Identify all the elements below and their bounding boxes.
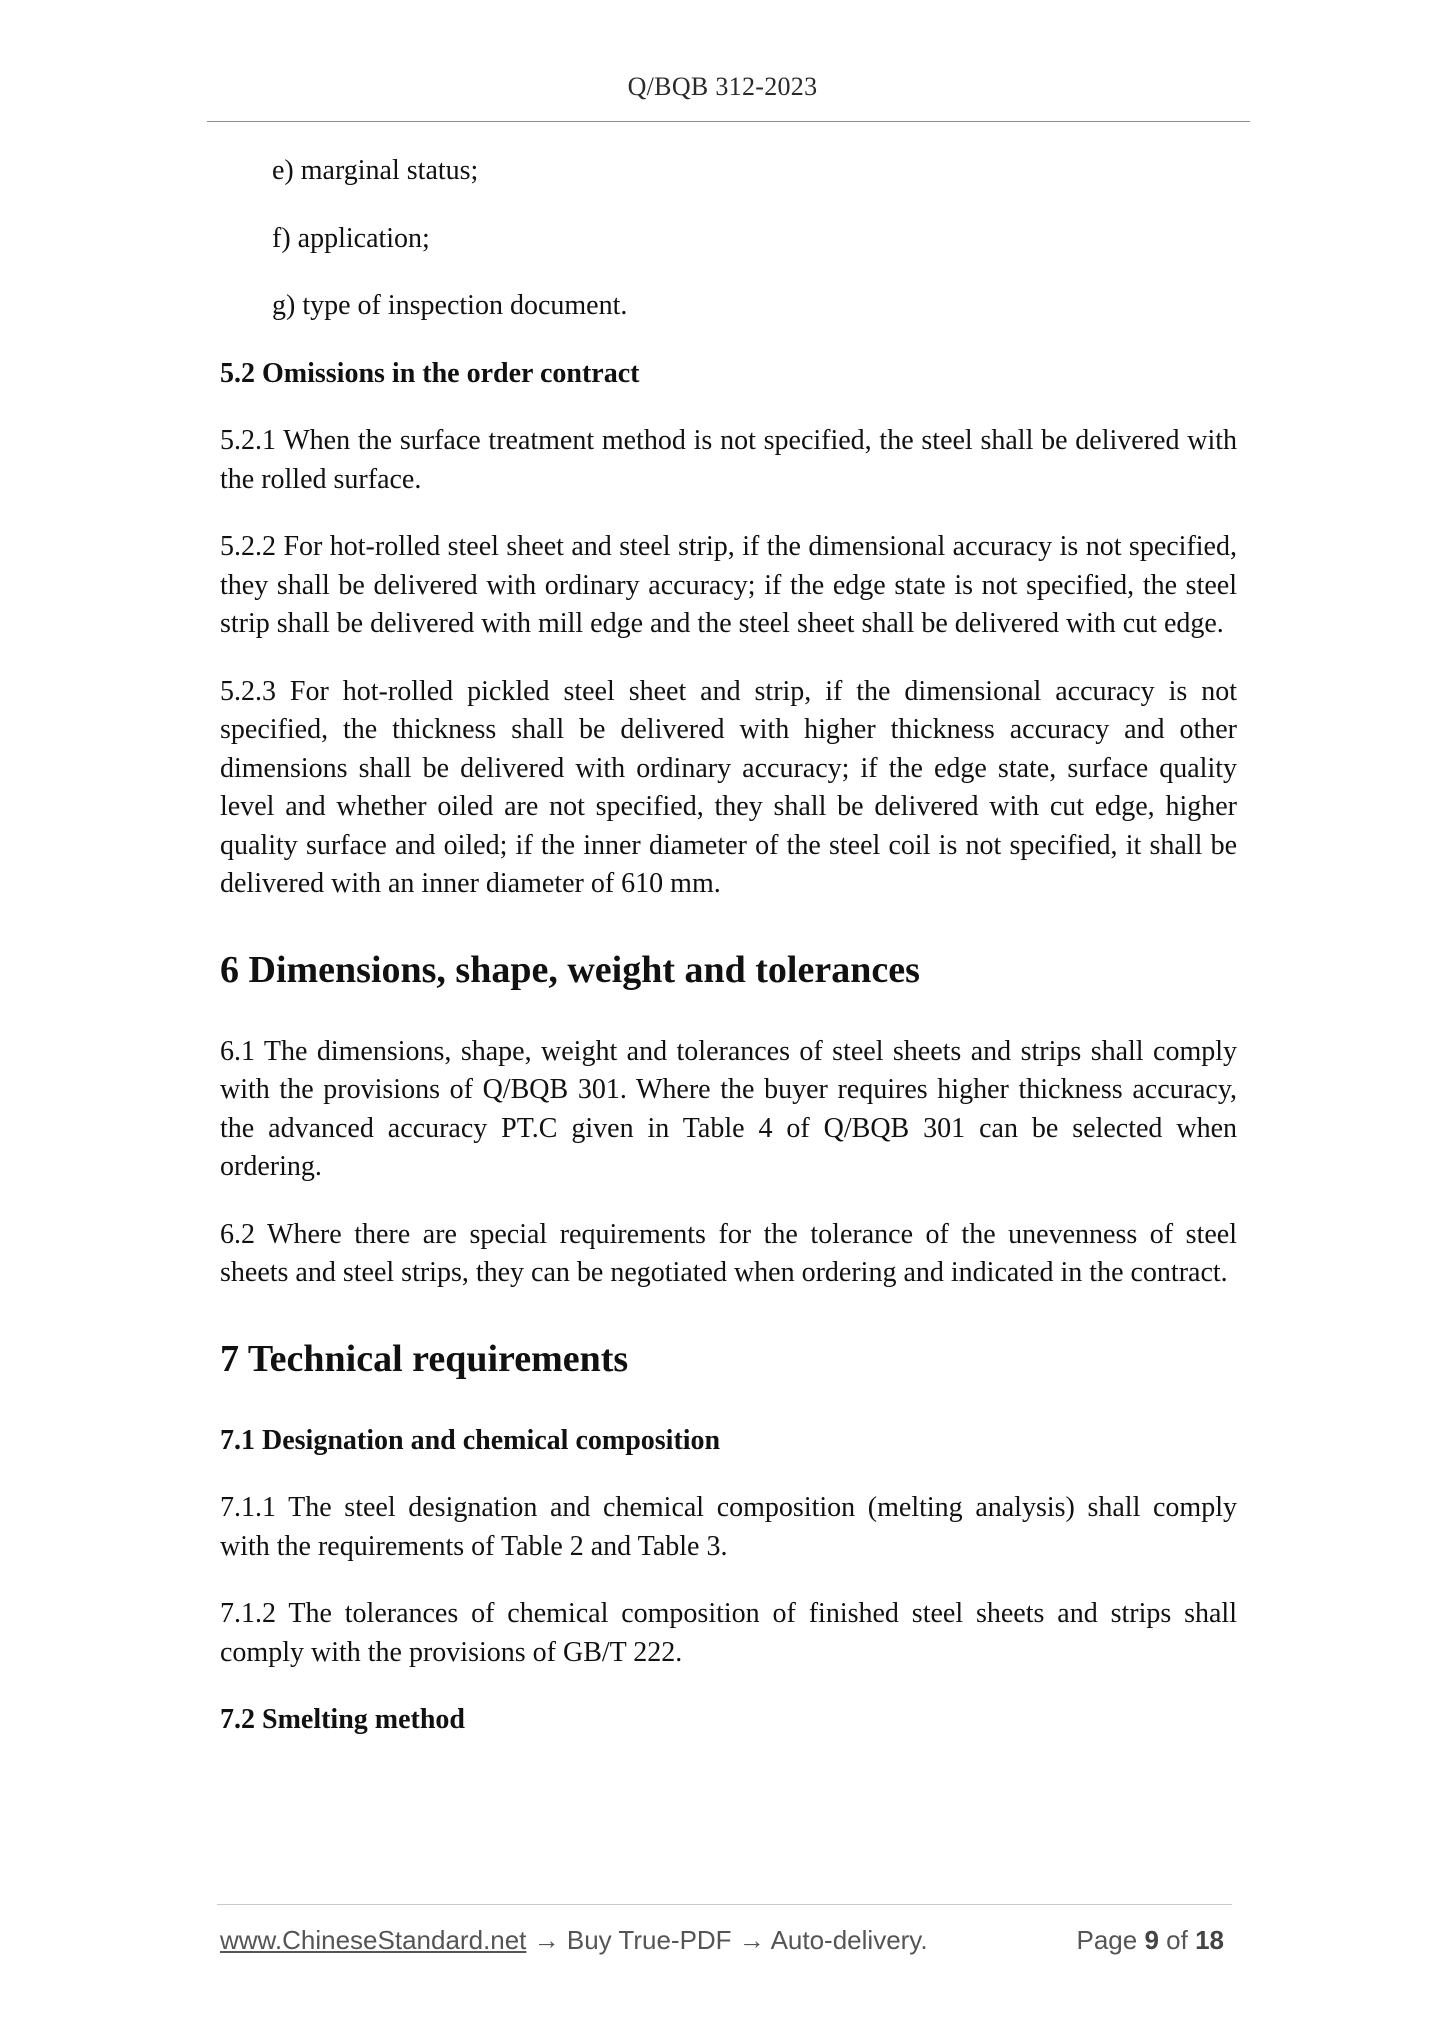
page-current: 9 [1144, 1925, 1159, 1955]
site-link[interactable]: www.ChineseStandard.net [220, 1925, 527, 1955]
page-body [220, 152, 1237, 1769]
of-word: of [1166, 1925, 1188, 1955]
footer-tagline: → Buy True-PDF → Auto-delivery. [526, 1925, 928, 1955]
section-7-heading: 7 Technical requirements [220, 1337, 629, 1380]
clause-5-2-3: 5.2.3 For hot-rolled pickled steel sheet and strip, if the dimensional accuracy is not specified, the thickness shall be delivered with higher thickness accuracy and other dimensions shall be delivered with ordinary accuracy; if the edge state, surface quality level and whether oiled are not specified, they shall be delivered with cut edge, higher quality surface and oiled; if the inner diameter of the steel coil is not specified, it shall be delivered with an inner diameter of 610 mm. [220, 675, 1237, 899]
page-word: Page [1076, 1925, 1138, 1955]
header-divider [207, 121, 1250, 122]
list-item-g: g) type of inspection document. [272, 290, 628, 321]
footer-divider [217, 1904, 1232, 1905]
clause-7-1-2: 7.1.2 The tolerances of chemical composition of finished steel sheets and strips shall comply with the provisions of GB/T 222. [220, 1598, 1237, 1668]
section-7-1-heading: 7.1 Designation and chemical composition [220, 1424, 721, 1456]
clause-6-1: 6.1 The dimensions, shape, weight and tolerances of steel sheets and strips shall comply with the provisions of Q/BQB 301. Where the buyer requires higher thickness accuracy, the advanced accuracy PT.C given in Table 4 of Q/BQB 301 can be selected when ordering. [220, 1035, 1237, 1182]
footer-promo [220, 1925, 928, 1956]
clause-5-2-1: 5.2.1 When the surface treatment method is not specified, the steel shall be delivered with the rolled surface. [220, 425, 1237, 495]
page-total: 18 [1195, 1925, 1224, 1955]
clause-7-1-1: 7.1.1 The steel designation and chemical composition (melting analysis) shall comply with the requirements of Table 2 and Table 3. [220, 1492, 1237, 1562]
page-indicator [1076, 1925, 1224, 1956]
section-7-2-heading: 7.2 Smelting method [220, 1704, 465, 1735]
list-item-f: f) application; [272, 222, 430, 254]
clause-6-2: 6.2 Where there are special requirements for the tolerance of the unevenness of steel sheets and steel strips, they can be negotiated when ordering and indicated in the contract. [220, 1218, 1237, 1288]
document-code-header: Q/BQB 312-2023 [627, 72, 818, 101]
section-5-2-heading: 5.2 Omissions in the order contract [220, 357, 640, 389]
clause-5-2-2: 5.2.2 For hot-rolled steel sheet and steel strip, if the dimensional accuracy is not specified, they shall be delivered with ordinary accuracy; if the edge state is not specified, the steel strip shall be delivered with mill edge and the steel sheet shall be delivered with cut edge. [220, 531, 1237, 639]
section-6-heading: 6 Dimensions, shape, weight and tolerances [220, 948, 920, 991]
list-item-e: e) marginal status; [272, 155, 479, 186]
